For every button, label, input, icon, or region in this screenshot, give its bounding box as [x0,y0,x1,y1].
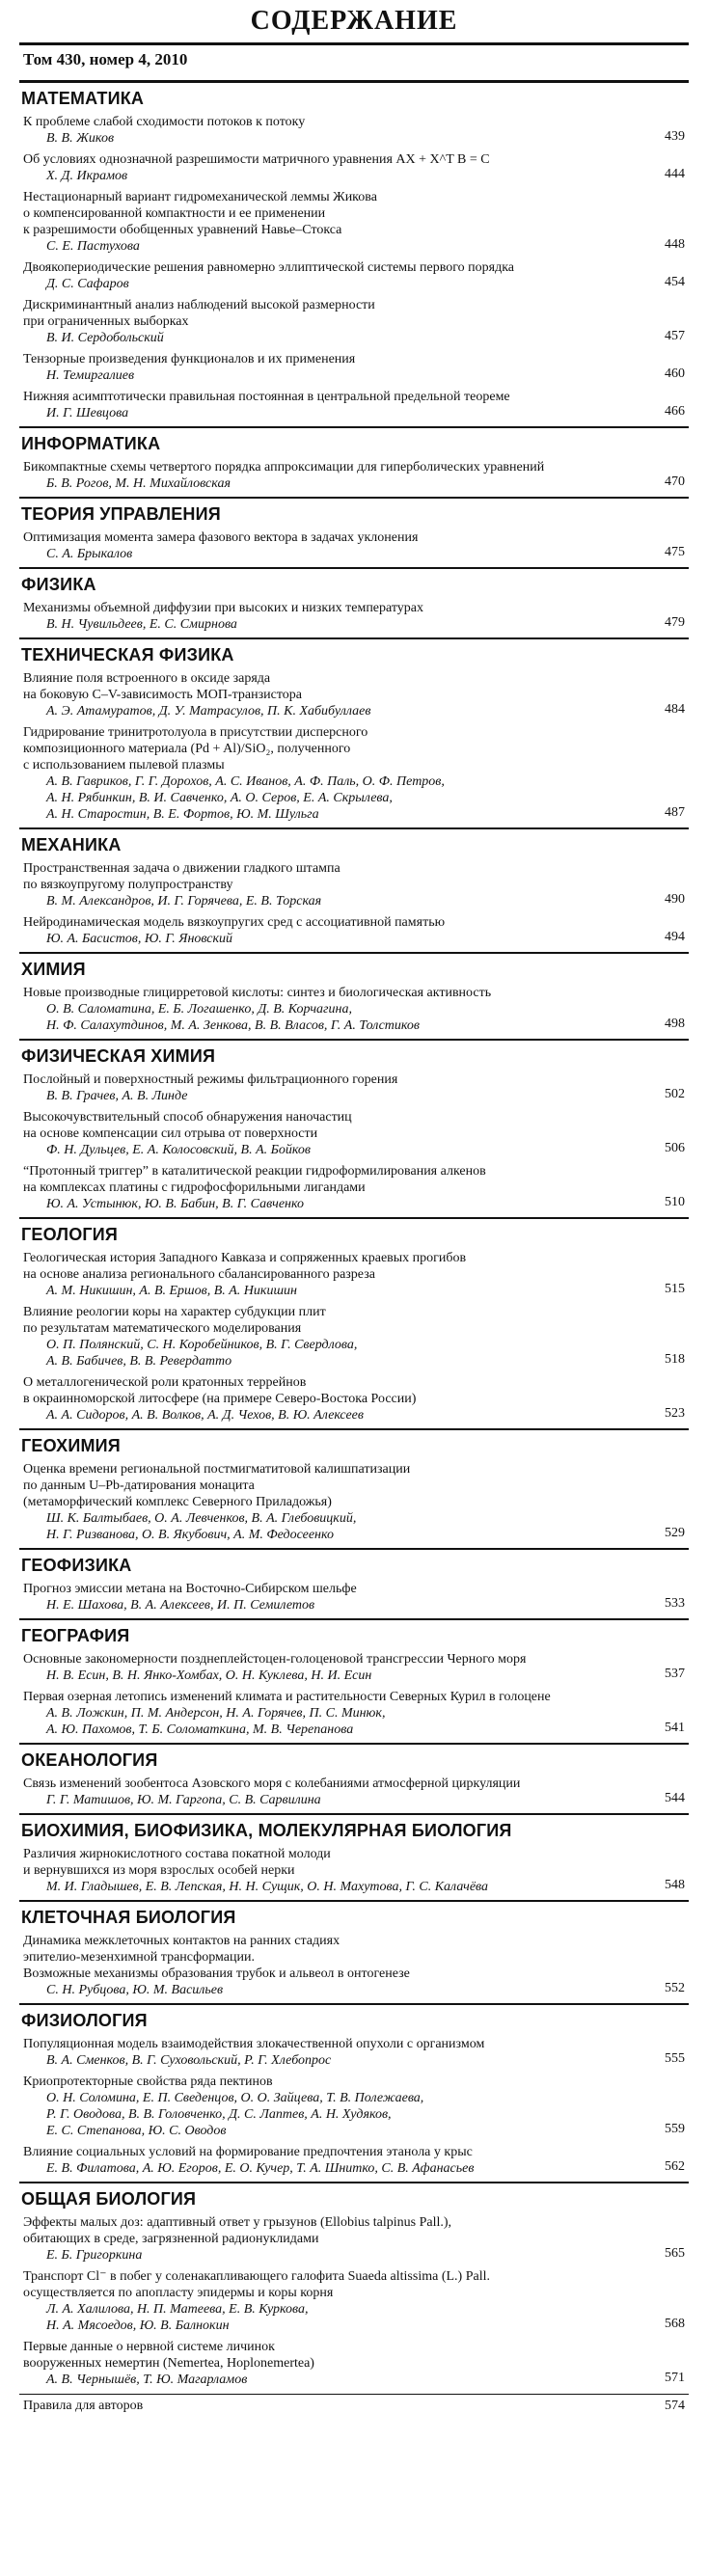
entry-authors-line: Ю. А. Устынюк, Ю. В. Бабин, В. Г. Савченко [46,1197,305,1211]
entry-authors-line: В. В. Жиков [46,131,115,146]
toc-section [19,2011,689,2183]
entry-authors-line: Ш. К. Балтыбаев, О. А. Левченков, В. А. Глебовицкий, [46,1511,357,1526]
entry-authors-line: А. В. Чернышёв, Т. Ю. Магарламов [46,2373,248,2387]
entry-title-line: по вязкоупругому полупространству [23,878,233,892]
entry-authors-line: Е. С. Степанова, Ю. С. Оводов [46,2124,227,2138]
entry-authors-line: Н. Е. Шахова, В. А. Алексеев, И. П. Семилетов [46,1598,315,1613]
section-divider [19,1900,689,1902]
toc-section [19,504,689,569]
toc-entry[interactable] [23,459,689,492]
toc-section [19,645,689,829]
entry-page-number: 568 [665,2317,685,2331]
entry-authors-line: Ф. Н. Дульцев, Е. А. Колосовский, В. А. Бойков [46,1143,311,1157]
toc-entry[interactable] [23,389,689,421]
toc-entry[interactable] [23,1109,689,1158]
entry-title-line: Бикомпактные схемы четвертого порядка аппроксимации для гиперболических уравнений [23,460,545,475]
toc-section [19,575,689,639]
entry-title-line: в окраинноморской литосфере (на примере Северо-Востока России) [23,1392,417,1406]
entry-title-line: по результатам математического моделирования [23,1321,302,1336]
entry-title-line: Гидрирование тринитротолуола в присутствии дисперсного [23,725,368,740]
entry-title-line: О металлогенической роли кратонных террейнов [23,1375,307,1390]
entry-authors-line: Ю. А. Басистов, Ю. Г. Яновский [46,932,233,946]
volume-rule [19,80,689,83]
entry-authors-line: В. Н. Чувильдеев, Е. С. Смирнова [46,617,237,632]
section-divider [19,426,689,428]
entry-page-number: 552 [665,1981,685,1995]
entry-page-number: 457 [665,329,685,343]
entry-page-number: 448 [665,237,685,252]
section-title: ГЕОЛОГИЯ [21,1225,119,1244]
entry-title-line: Влияние поля встроенного в оксиде заряда [23,671,271,686]
entry-title-line: по данным U–Pb-датирования монацита [23,1478,255,1493]
entry-authors-line: С. Е. Пастухова [46,239,140,254]
section-title: ГЕОХИМИЯ [21,1436,121,1455]
section-divider [19,497,689,499]
entry-title-line: Тензорные произведения функционалов и их применения [23,352,356,366]
entry-title-line: Послойный и поверхностный режимы фильтрационного горения [23,1072,398,1087]
entry-authors-line: В. М. Александров, И. Г. Горячева, Е. В. Торская [46,894,322,908]
toc-section [19,1821,689,1902]
section-title: МЕХАНИКА [21,835,122,854]
toc-entry[interactable] [23,724,689,823]
page-title: СОДЕРЖАНИЕ [250,6,458,36]
entry-authors-line: О. П. Полянский, С. Н. Коробейников, В. Г. Свердлова, [46,1338,358,1352]
entry-title-line: с использованием пылевой плазмы [23,758,225,773]
entry-title-line: Прогноз эмиссии метана на Восточно-Сибирском шельфе [23,1582,357,1596]
toc-entry[interactable] [23,1933,689,1998]
entry-title-line: эпителио-мезенхимной трансформации. [23,1950,255,1965]
section-title: БИОХИМИЯ, БИОФИЗИКА, МОЛЕКУЛЯРНАЯ БИОЛОГИЯ [21,1821,512,1840]
toc-entry[interactable] [23,1461,689,1543]
entry-authors-line: Н. Г. Ризванова, О. В. Якубович, А. М. Федосеенко [46,1528,335,1542]
toc-entry[interactable] [23,1581,689,1613]
section-title: ГЕОФИЗИКА [21,1556,132,1575]
entry-authors-line: М. И. Гладышев, Е. В. Лепская, Н. Н. Сущик, О. Н. Махутова, Г. С. Калачёва [46,1880,489,1894]
entry-title-line: Криопротекторные свойства ряда пектинов [23,2074,273,2089]
toc-entry[interactable] [23,114,689,147]
section-title: ФИЗИОЛОГИЯ [21,2011,148,2030]
entry-authors-line: Д. С. Сафаров [46,277,129,291]
section-title: КЛЕТОЧНАЯ БИОЛОГИЯ [21,1908,236,1927]
toc-entry[interactable] [23,600,689,633]
entry-title-line: Двоякопериодические решения равномерно эллиптической системы первого порядка [23,260,515,275]
entry-authors-line: А. В. Гавриков, Г. Г. Дорохов, А. С. Иванов, А. Ф. Паль, О. Ф. Петров, [46,774,445,789]
entry-page-number: 518 [665,1352,685,1367]
toc-section [19,2189,689,2388]
entry-title-line: Связь изменений зообентоса Азовского моря с колебаниями атмосферной циркуляции [23,1776,521,1791]
entry-title-line: К проблеме слабой сходимости потоков к потоку [23,115,306,129]
entry-authors-line: А. В. Бабичев, В. В. Ревердатто [46,1354,232,1369]
section-divider [19,637,689,639]
section-divider [19,1743,689,1745]
section-title: ТЕХНИЧЕСКАЯ ФИЗИКА [21,645,234,664]
entry-title-line: вооруженных немертин (Nemertea, Hoplonemertea) [23,2356,314,2371]
entry-title-line: о компенсированной компактности и ее применении [23,206,326,221]
section-title: ОКЕАНОЛОГИЯ [21,1750,158,1770]
section-divider [19,2182,689,2183]
entry-title-line: обитающих в среде, загрязненной радионуклидами [23,2232,319,2246]
section-title: МАТЕМАТИКА [21,89,145,108]
toc-section [19,1225,689,1430]
entry-title-line: Геологическая история Западного Кавказа и сопряженных краевых прогибов [23,1251,467,1265]
section-divider [19,1618,689,1620]
entry-title-line: на боковую C–V-зависимость МОП-транзистора [23,688,303,702]
toc-entry[interactable] [23,1304,689,1369]
entry-title-line: Оценка времени региональной постмигматитовой калишпатизации [23,1462,411,1477]
entry-page-number: 454 [665,275,685,289]
toc-section [19,1046,689,1219]
toc-entry[interactable] [23,2339,689,2388]
toc-section [19,434,689,499]
entry-page-number: 444 [665,167,685,181]
toc-entry[interactable] [23,2268,689,2334]
entry-authors-line: В. А. Сменков, В. Г. Суховольский, Р. Г. Хлебопрос [46,2053,332,2068]
section-title: ФИЗИКА [21,575,96,594]
section-divider [19,567,689,569]
entry-title-line: “Протонный триггер” в каталитической реакции гидроформилирования алкенов [23,1164,486,1179]
toc-section [19,1556,689,1620]
entry-authors-line: Л. А. Халилова, Н. П. Матеева, Е. В. Куркова, [46,2302,309,2317]
entry-page-number: 502 [665,1087,685,1101]
entry-page-number: 565 [665,2246,685,2261]
toc-entry[interactable] [23,1776,689,1808]
author-rules-title: Правила для авторов [23,2399,144,2413]
entry-title-line: Первая озерная летопись изменений климата и растительности Северных Курил в голоцене [23,1690,551,1704]
entry-page-number: 460 [665,366,685,381]
entry-page-number: 523 [665,1406,685,1421]
entry-authors-line: А. М. Никишин, А. В. Ершов, В. А. Никишин [46,1284,297,1298]
toc-section [19,1626,689,1745]
entry-authors-line: Н. А. Мясоедов, Ю. В. Балнокин [46,2318,230,2333]
entry-page-number: 510 [665,1195,685,1209]
toc-section [19,1908,689,2005]
toc-entry[interactable] [23,151,689,184]
section-title: ГЕОГРАФИЯ [21,1626,130,1645]
entry-title-line: Оптимизация момента замера фазового вектора в задачах уклонения [23,530,419,545]
entry-authors-line: А. Ю. Пахомов, Т. Б. Соломаткина, М. В. Черепанова [46,1722,354,1737]
section-divider [19,1217,689,1219]
entry-authors-line: Н. Темиргалиев [46,368,135,383]
toc-section [19,1436,689,1550]
entry-page-number: 470 [665,475,685,489]
entry-title-line: Популяционная модель взаимодействия злокачественной опухоли с организмом [23,2037,485,2051]
entry-authors-line: Г. Г. Матишов, Ю. М. Гаргопа, С. В. Сарвилина [46,1793,321,1807]
toc-entry[interactable] [23,670,689,719]
entry-page-number: 498 [665,1017,685,1031]
entry-authors-line: С. Н. Рубцова, Ю. М. Васильев [46,1983,224,1997]
toc-entry[interactable] [23,297,689,346]
toc-entry[interactable] [23,2214,689,2264]
toc-entry[interactable] [23,985,689,1034]
section-title: ХИМИЯ [21,960,86,979]
toc-entry[interactable] [23,860,689,909]
entry-title-line: Нижняя асимптотически правильная постоянная в центральной предельной теореме [23,390,510,404]
entry-title-line: на комплексах платины с гидрофосфорильными лигандами [23,1180,366,1195]
entry-title-line: Механизмы объемной диффузии при высоких и низких температурах [23,601,424,615]
toc-entry[interactable] [23,2144,689,2177]
entry-page-number: 544 [665,1791,685,1805]
section-divider [19,1548,689,1550]
entry-title-line: на основе компенсации сил отрыва от поверхности [23,1126,318,1141]
entry-authors-line: В. И. Сердобольский [46,331,164,345]
entry-title-line: Динамика межклеточных контактов на ранних стадиях [23,1934,340,1948]
toc-entry[interactable] [23,1846,689,1895]
entry-page-number: 475 [665,545,685,559]
entry-title-line: Высокочувствительный способ обнаружения наночастиц [23,1110,352,1125]
entry-title-line: Нестационарный вариант гидромеханической леммы Жикова [23,190,377,204]
toc-entry[interactable] [23,1651,689,1684]
entry-authors-line: О. Н. Соломина, Е. П. Сведенцов, О. О. Зайцева, Т. В. Полежаева, [46,2091,424,2105]
entry-authors-line: О. В. Саломатина, Е. Б. Логашенко, Д. В. Корчагина, [46,1002,352,1017]
entry-title-line: Об условиях однозначной разрешимости матричного уравнения AX + X^T B = C [23,152,490,167]
entry-authors-line: Х. Д. Икрамов [46,169,128,183]
entry-title-line: осуществляется по апопласту эпидермы и коры корня [23,2286,334,2300]
toc-sections [10,89,698,2388]
entry-title-line: Влияние социальных условий на формирование предпочтения этанола у крыс [23,2145,473,2159]
toc-entry[interactable] [23,189,689,255]
volume-info: Том 430, номер 4, 2010 [23,50,188,68]
entry-authors-line: Н. Ф. Салахутдинов, М. А. Зенкова, В. В. Власов, Г. А. Толстиков [46,1018,420,1033]
toc-entry[interactable] [23,1374,689,1424]
section-title: ФИЗИЧЕСКАЯ ХИМИЯ [21,1046,216,1066]
entry-page-number: 506 [665,1141,685,1155]
toc-entry[interactable] [23,914,689,947]
section-divider [19,1428,689,1430]
entry-page-number: 562 [665,2159,685,2174]
entry-page-number: 533 [665,1596,685,1611]
entry-authors-line: А. Э. Атамуратов, Д. У. Матрасулов, П. К. Хабибуллаев [46,704,371,719]
entry-authors-line: А. А. Сидоров, А. В. Волков, А. Д. Чехов, В. Ю. Алексеев [46,1408,364,1423]
entry-authors-line: Е. Б. Григоркина [46,2248,143,2263]
entry-authors-line: А. В. Ложкин, П. М. Андерсон, Н. А. Горячев, П. С. Минюк, [46,1706,386,1721]
entry-page-number: 494 [665,930,685,944]
section-title: ИНФОРМАТИКА [21,434,161,453]
toc-entry[interactable] [23,351,689,384]
entry-page-number: 515 [665,1282,685,1296]
entry-authors-line: С. А. Брыкалов [46,547,133,561]
entry-page-number: 555 [665,2051,685,2066]
section-title: ОБЩАЯ БИОЛОГИЯ [21,2189,197,2209]
entry-title-line: композиционного материала (Pd + Al)/SiO₂, полученного [23,742,351,756]
entry-title-line: Влияние реологии коры на характер субдукции плит [23,1305,326,1319]
entry-authors-line: Е. В. Филатова, А. Ю. Егоров, Е. О. Кучер, Т. А. Шнитко, С. В. Афанасьев [46,2161,475,2176]
entry-page-number: 537 [665,1667,685,1681]
entry-title-line: на основе анализа регионального сбалансированного разреза [23,1267,375,1282]
section-divider [19,1039,689,1041]
toc-entry[interactable] [23,2036,689,2069]
toc-entry[interactable] [23,1250,689,1299]
entry-title-line: Транспорт Cl⁻ в побег у соленакапливающего галофита Suaeda altissima (L.) Pall. [23,2269,490,2284]
entry-authors-line: В. В. Грачев, А. В. Линде [46,1089,188,1103]
entry-page-number: 479 [665,615,685,630]
entry-title-line: Эффекты малых доз: адаптивный ответ у грызунов (Ellobius talpinus Pall.), [23,2215,452,2230]
toc-section [19,960,689,1041]
toc-entry[interactable] [23,1689,689,1738]
entry-title-line: и вернувшихся из моря взрослых особей нерки [23,1863,295,1878]
toc-entry[interactable] [23,1163,689,1212]
author-rules-page: 574 [665,2399,685,2413]
section-divider [19,952,689,954]
entry-title-line: Первые данные о нервной системе личинок [23,2340,275,2354]
entry-title-line: Нейродинамическая модель вязкоупругих сред с ассоциативной памятью [23,915,446,930]
entry-title-line: при ограниченных выборках [23,314,189,329]
entry-page-number: 559 [665,2122,685,2136]
toc-section [19,89,689,428]
toc-section [19,835,689,954]
entry-authors-line: А. Н. Старостин, В. Е. Фортов, Ю. М. Шульга [46,807,319,822]
toc-section [19,1750,689,1815]
entry-authors-line: И. Г. Шевцова [46,406,129,420]
section-divider [19,1813,689,1815]
entry-page-number: 490 [665,892,685,907]
entry-authors-line: Б. В. Рогов, М. Н. Михайловская [46,476,231,491]
entry-title-line: Дискриминантный анализ наблюдений высокой размерности [23,298,375,312]
entry-title-line: Новые производные глицирретовой кислоты: синтез и биологическая активность [23,986,492,1000]
entry-title-line: Основные закономерности позднеплейстоцен-голоценовой трансгрессии Черного моря [23,1652,527,1667]
entry-page-number: 466 [665,404,685,419]
section-title: ТЕОРИЯ УПРАВЛЕНИЯ [21,504,221,524]
entry-title-line: Различия жирнокислотного состава покатной молоди [23,1847,331,1861]
entry-title-line: Возможные механизмы образования трубок и альвеол в онтогенезе [23,1966,410,1981]
entry-page-number: 439 [665,129,685,144]
entry-page-number: 541 [665,1721,685,1735]
entry-page-number: 571 [665,2371,685,2385]
entry-authors-line: А. Н. Рябинкин, В. И. Савченко, А. О. Серов, Е. А. Скрылева, [46,791,393,805]
section-divider [19,2003,689,2005]
entry-page-number: 484 [665,702,685,717]
entry-title-line: (метаморфический комплекс Северного Приладожья) [23,1495,332,1509]
toc-entry[interactable] [23,1071,689,1104]
entry-page-number: 487 [665,805,685,820]
section-divider [19,827,689,829]
toc-entry[interactable] [23,2074,689,2139]
toc-entry[interactable] [23,259,689,292]
toc-entry[interactable] [23,529,689,562]
entry-authors-line: Р. Г. Оводова, В. В. Головченко, Д. С. Лаптев, А. Н. Худяков, [46,2107,392,2122]
entry-title-line: к разрешимости обобщенных уравнений Навье–Стокса [23,223,342,237]
entry-title-line: Пространственная задача о движении гладкого штампа [23,861,340,876]
entry-page-number: 548 [665,1878,685,1892]
author-rules-entry[interactable] [19,2395,689,2418]
entry-authors-line: Н. В. Есин, В. Н. Янко-Хомбах, О. Н. Куклева, Н. И. Есин [46,1668,372,1683]
entry-page-number: 529 [665,1526,685,1540]
